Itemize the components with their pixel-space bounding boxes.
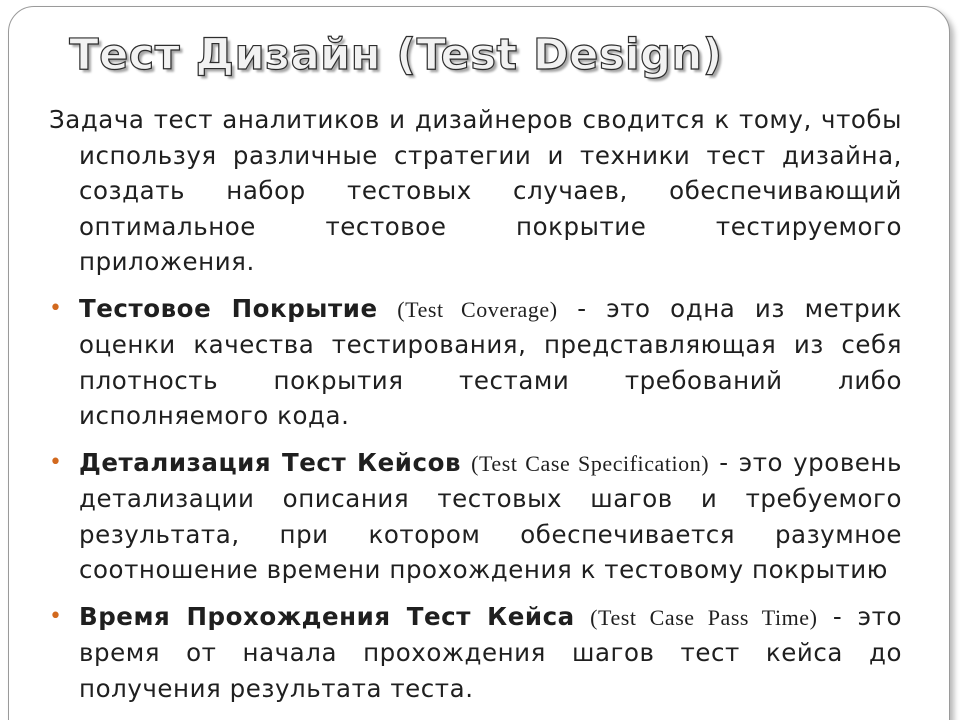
bullet-english-term: (Test Case Pass Time) (590, 604, 818, 630)
bullet-term: Тестовое Покрытие (79, 293, 378, 323)
bullet-term: Детализация Тест Кейсов (79, 447, 462, 477)
bullet-test-case-pass-time (49, 599, 902, 707)
bullet-dot-icon: • (49, 449, 63, 475)
bullet-text: - это время от начала прохождения шагов тест кейса до получения результата теста. (79, 601, 902, 703)
bullet-english-term: (Test Coverage) (397, 296, 558, 322)
bullet-test-case-specification (49, 445, 902, 588)
intro-paragraph: Задача тест аналитиков и дизайнеров сводится к тому, чтобы используя различные стратегии и техники тест дизайна, создать набор тестовых случаев, обеспечивающий оптимальное тестовое покрытие тестируемого приложения. (49, 105, 902, 276)
bullet-text: - это одна из метрик оценки качества тестирования, представляющая из себя плотность покрытия тестами требований либо исполняемого кода. (79, 293, 902, 430)
bullet-test-coverage (49, 291, 902, 434)
bullet-term: Время Прохождения Тест Кейса (79, 601, 575, 631)
bullet-dot-icon: • (49, 295, 63, 321)
bullet-dot-icon: • (49, 603, 63, 629)
slide-title: Тест Дизайн (Test Design) (69, 30, 723, 80)
bullet-english-term: (Test Case Specification) (471, 450, 710, 476)
bullet-text: - это уровень детализации описания тестовых шагов и требуемого результата, при котором обеспечивается разумное соотношение времени прохождения к тестовому покрытию (79, 447, 902, 584)
slide-body (49, 102, 902, 717)
